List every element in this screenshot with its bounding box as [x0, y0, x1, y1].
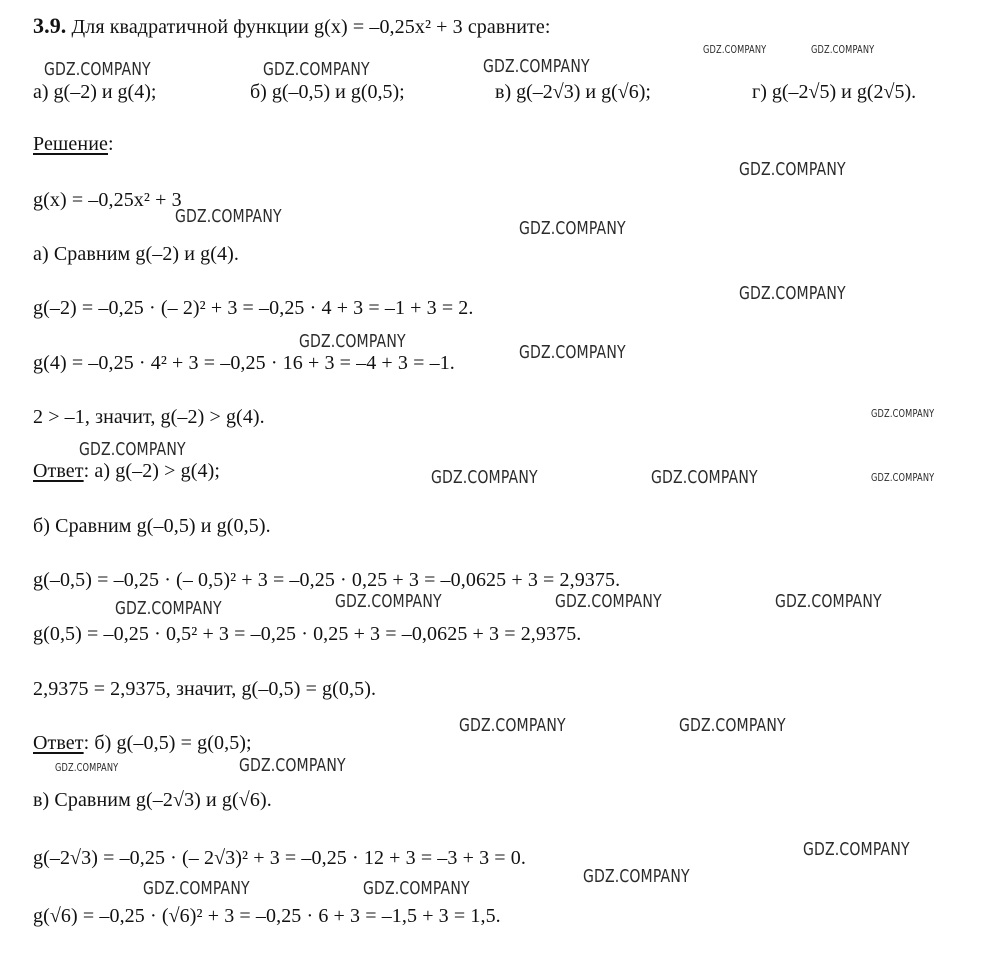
watermark: GDZ.COMPANY [651, 467, 758, 488]
option-a: а) g(–2) и g(4); [33, 81, 157, 103]
part-c-compare: в) Сравним g(–2√3) и g(√6). [33, 789, 272, 811]
watermark: GDZ.COMPANY [44, 59, 151, 80]
solution-heading: Решение: [33, 133, 114, 155]
task-statement: Для квадратичной функции g(x) = –0,25x² + 3 сравните: [71, 16, 551, 38]
watermark: GDZ.COMPANY [703, 43, 767, 56]
watermark: GDZ.COMPANY [803, 839, 910, 860]
watermark: GDZ.COMPANY [871, 471, 935, 484]
watermark: GDZ.COMPANY [175, 206, 282, 227]
part-a-answer: Ответ: а) g(–2) > g(4); [33, 460, 221, 482]
watermark: GDZ.COMPANY [79, 439, 186, 460]
watermark: GDZ.COMPANY [739, 159, 846, 180]
watermark: GDZ.COMPANY [811, 43, 875, 56]
watermark: GDZ.COMPANY [519, 218, 626, 239]
watermark: GDZ.COMPANY [335, 591, 442, 612]
watermark: GDZ.COMPANY [583, 866, 690, 887]
part-b-answer: Ответ: б) g(–0,5) = g(0,5); [33, 732, 252, 754]
part-a-conclusion: 2 > –1, значит, g(–2) > g(4). [33, 406, 265, 428]
watermark: GDZ.COMPANY [459, 715, 566, 736]
watermark: GDZ.COMPANY [483, 56, 590, 77]
watermark: GDZ.COMPANY [519, 342, 626, 363]
task-number: 3.9. [33, 13, 67, 38]
watermark: GDZ.COMPANY [299, 331, 406, 352]
watermark: GDZ.COMPANY [775, 591, 882, 612]
part-a-calc-2: g(4) = –0,25 · 4² + 3 = –0,25 · 16 + 3 = –4 + 3 = –1. [33, 352, 455, 374]
watermark: GDZ.COMPANY [239, 755, 346, 776]
part-b-calc-1: g(–0,5) = –0,25 · (– 0,5)² + 3 = –0,25 · 0,25 + 3 = –0,0625 + 3 = 2,9375. [33, 569, 621, 591]
watermark: GDZ.COMPANY [115, 598, 222, 619]
part-b-compare: б) Сравним g(–0,5) и g(0,5). [33, 515, 271, 537]
part-c-calc-1: g(–2√3) = –0,25 · (– 2√3)² + 3 = –0,25 · 12 + 3 = –3 + 3 = 0. [33, 847, 526, 869]
part-a-calc-1: g(–2) = –0,25 · (– 2)² + 3 = –0,25 · 4 + 3 = –1 + 3 = 2. [33, 297, 474, 319]
option-b: б) g(–0,5) и g(0,5); [250, 81, 405, 103]
watermark: GDZ.COMPANY [555, 591, 662, 612]
watermark: GDZ.COMPANY [55, 761, 119, 774]
watermark: GDZ.COMPANY [431, 467, 538, 488]
function-definition: g(x) = –0,25x² + 3 [33, 189, 182, 211]
option-c: в) g(–2√3) и g(√6); [495, 81, 651, 103]
watermark: GDZ.COMPANY [263, 59, 370, 80]
watermark: GDZ.COMPANY [871, 407, 935, 420]
part-c-calc-2: g(√6) = –0,25 · (√6)² + 3 = –0,25 · 6 + 3 = –1,5 + 3 = 1,5. [33, 905, 501, 927]
watermark: GDZ.COMPANY [143, 878, 250, 899]
task-header [33, 14, 551, 39]
part-b-conclusion: 2,9375 = 2,9375, значит, g(–0,5) = g(0,5). [33, 678, 377, 700]
watermark: GDZ.COMPANY [679, 715, 786, 736]
option-d: г) g(–2√5) и g(2√5). [752, 81, 917, 103]
part-a-compare: а) Сравним g(–2) и g(4). [33, 243, 240, 265]
watermark: GDZ.COMPANY [363, 878, 470, 899]
watermark: GDZ.COMPANY [739, 283, 846, 304]
part-b-calc-2: g(0,5) = –0,25 · 0,5² + 3 = –0,25 · 0,25 + 3 = –0,0625 + 3 = 2,9375. [33, 623, 582, 645]
